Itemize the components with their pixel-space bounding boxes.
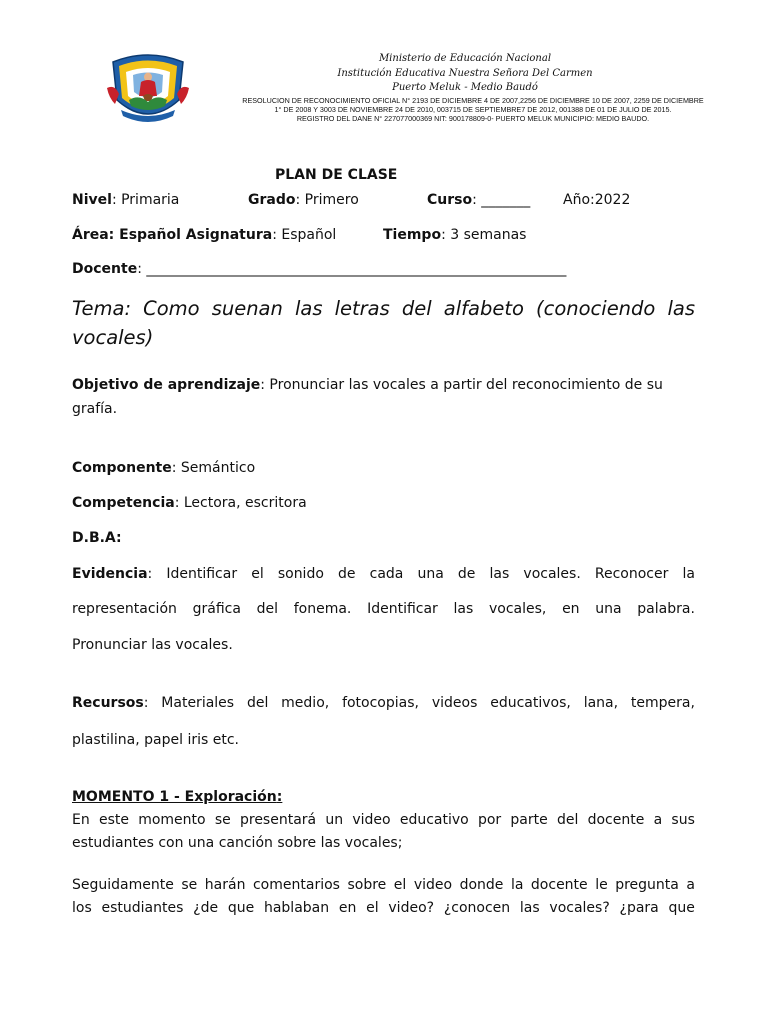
ministry-name: Ministerio de Educación Nacional [378, 53, 552, 64]
momento1-p2-line-2 [72, 900, 695, 916]
momento1-word: se [181, 877, 198, 893]
evidencia-word: Identificar [367, 601, 438, 617]
momento1-p1-line-2: estudiantes con una canción sobre las vocales; [72, 835, 403, 851]
momento1-word: las [519, 900, 540, 916]
momento1-word: ¿de [193, 900, 219, 916]
evidencia-word: vocales. [523, 566, 581, 582]
area-value: : Español [272, 227, 337, 243]
recursos-word: medio, [281, 695, 330, 711]
momento1-word: presentará [239, 812, 317, 828]
evidencia-label: Evidencia [72, 566, 148, 582]
dba-label: D.B.A: [72, 530, 122, 546]
docente-value: : ____________________________________________________________ [137, 261, 567, 277]
recursos-word: tempera, [630, 695, 695, 711]
momento1-word: ¿conocen [443, 900, 511, 916]
objetivo-line-1 [72, 377, 663, 393]
nivel-field [72, 192, 179, 208]
momento1-word: docente [530, 877, 588, 893]
tiempo-value: : 3 semanas [441, 227, 527, 243]
evidencia-word: de [457, 566, 476, 582]
recursos-word: videos [431, 695, 478, 711]
tiempo-field [383, 227, 526, 243]
recursos-word: lana, [583, 695, 619, 711]
evidencia-word: las [453, 601, 474, 617]
school-crest-logo [107, 48, 189, 126]
evidencia-word: una [595, 601, 622, 617]
curso-value: : _______ [472, 192, 531, 208]
evidencia-word: representación [72, 601, 177, 617]
tema-word: las [667, 297, 695, 320]
componente-field [72, 460, 255, 476]
evidencia-word: del [256, 601, 279, 617]
momento1-word: por [477, 812, 502, 828]
recursos-label: Recursos [72, 695, 144, 711]
momento1-word: a [686, 877, 695, 893]
grado-value: : Primero [295, 192, 359, 208]
momento1-word: se [214, 812, 231, 828]
componente-value: : Semántico [171, 460, 256, 476]
tema-word: suenan [211, 297, 283, 320]
objetivo-label: Objetivo de aprendizaje [72, 377, 261, 393]
tiempo-label: Tiempo [383, 227, 442, 243]
momento1-word: docente [587, 812, 645, 828]
docente-field [72, 261, 566, 277]
momento1-word: estudiantes [101, 900, 184, 916]
evidencia-word: : [147, 566, 153, 582]
momento1-word: video [413, 877, 453, 893]
momento1-word: En [72, 812, 90, 828]
recursos-word: Materiales [161, 695, 235, 711]
institution-name: Institución Educativa Nuestra Señora Del Carmen [337, 68, 593, 79]
anio-field: Año:2022 [563, 192, 631, 208]
momento1-word: la [510, 877, 524, 893]
evidencia-line-1 [72, 566, 695, 582]
evidencia-word: el [251, 566, 264, 582]
resolution-line-1: RESOLUCION DE RECONOCIMIENTO OFICIAL N° 2193 DE DICIEMBRE 4 DE 2007,2256 DE DICIEMBRE 10 DE 2007, 2259 DE DICIEMBRE [242, 96, 704, 105]
evidencia-line-2 [72, 601, 695, 617]
momento1-word: vocales? [549, 900, 610, 916]
momento1-word: del [556, 812, 579, 828]
momento1-word: hablaban [263, 900, 330, 916]
curso-field [427, 192, 530, 208]
momento1-word: que [668, 900, 695, 916]
momento1-word: a [653, 812, 663, 828]
evidencia-word: cada [369, 566, 404, 582]
plan-heading: PLAN DE CLASE [275, 167, 398, 183]
competencia-value: : Lectora, escritora [174, 495, 307, 511]
momento1-word: pregunta [615, 877, 679, 893]
momento1-heading-text: MOMENTO 1 - Exploración [72, 789, 277, 805]
momento1-word: educativo [399, 812, 469, 828]
evidencia-word: la [682, 566, 695, 582]
nivel-value: : Primaria [111, 192, 180, 208]
momento1-word: sus [671, 812, 695, 828]
momento1-word: este [98, 812, 129, 828]
momento1-word: donde [459, 877, 504, 893]
momento1-word: en [338, 900, 357, 916]
momento1-word: ¿para [619, 900, 659, 916]
evidencia-word: gráfica [192, 601, 241, 617]
momento1-word: video [352, 812, 391, 828]
tema-title [72, 294, 695, 352]
evidencia-word: Reconocer [594, 566, 669, 582]
tema-word: Tema: [72, 297, 132, 320]
tema-line-2: vocales) [72, 326, 154, 349]
evidencia-word: palabra. [637, 601, 695, 617]
momento1-word: le [595, 877, 608, 893]
recursos-word: del [246, 695, 269, 711]
nivel-label: Nivel [72, 192, 112, 208]
momento1-p1-line-1 [72, 812, 695, 828]
momento1-word: los [72, 900, 92, 916]
competencia-field [72, 495, 307, 511]
evidencia-line-3: Pronunciar las vocales. [72, 637, 233, 653]
evidencia-word: en [562, 601, 580, 617]
tema-word: (conociendo [536, 297, 656, 320]
tema-word: alfabeto [443, 297, 524, 320]
momento1-word: harán [204, 877, 246, 893]
momento1-heading [72, 789, 282, 805]
momento1-word: sobre [347, 877, 387, 893]
evidencia-word: vocales, [488, 601, 547, 617]
recursos-line-2: plastilina, papel iris etc. [72, 732, 239, 748]
objetivo-line-2: grafía. [72, 401, 118, 417]
componente-label: Componente [72, 460, 172, 476]
momento1-word: que [227, 900, 255, 916]
momento1-word: parte [510, 812, 548, 828]
tema-word: las [294, 297, 323, 320]
recursos-word: educativos, [490, 695, 571, 711]
tema-word: del [401, 297, 432, 320]
evidencia-word: las [489, 566, 510, 582]
recursos-word: : [143, 695, 149, 711]
momento1-word: video? [388, 900, 435, 916]
evidencia-word: sonido [277, 566, 324, 582]
evidencia-word: una [417, 566, 444, 582]
momento1-p2-line-1 [72, 877, 695, 893]
recursos-line-1 [72, 695, 695, 711]
area-field [72, 227, 336, 243]
evidencia-word: de [338, 566, 356, 582]
momento1-word: un [325, 812, 344, 828]
area-label: Área: Español Asignatura [72, 227, 273, 243]
evidencia-word: fonema. [293, 601, 352, 617]
grado-field [248, 192, 359, 208]
tema-line-1 [72, 294, 695, 323]
momento1-heading-colon: : [276, 789, 283, 805]
momento1-word: comentarios [252, 877, 340, 893]
momento1-word: el [366, 900, 379, 916]
momento1-word: momento [138, 812, 206, 828]
resolution-line-3: REGISTRO DEL DANE N° 227077000369 NIT: 900178809-0- PUERTO MELUK MUNICIPIO: MEDIO BAUDO. [296, 114, 650, 123]
docente-label: Docente [72, 261, 138, 277]
evidencia-word: Identificar [166, 566, 238, 582]
curso-label: Curso [427, 192, 473, 208]
momento1-word: Seguidamente [72, 877, 174, 893]
tema-word: Como [143, 297, 200, 320]
momento1-word: el [393, 877, 407, 893]
grado-label: Grado [248, 192, 296, 208]
recursos-word: fotocopias, [342, 695, 419, 711]
objetivo-value: : Pronunciar las vocales a partir del reconocimiento de su [260, 377, 663, 393]
tema-word: letras [334, 297, 390, 320]
resolution-line-2: 1° DE 2008 Y 3003 DE NOVIEMBRE 24 DE 2010, 003715 DE SEPTIEMBRE7 DE 2012, 001388 DE 01 DE JULIO DE 2015. [274, 105, 672, 114]
institution-location: Puerto Meluk - Medio Baudó [392, 82, 538, 93]
competencia-label: Competencia [72, 495, 175, 511]
